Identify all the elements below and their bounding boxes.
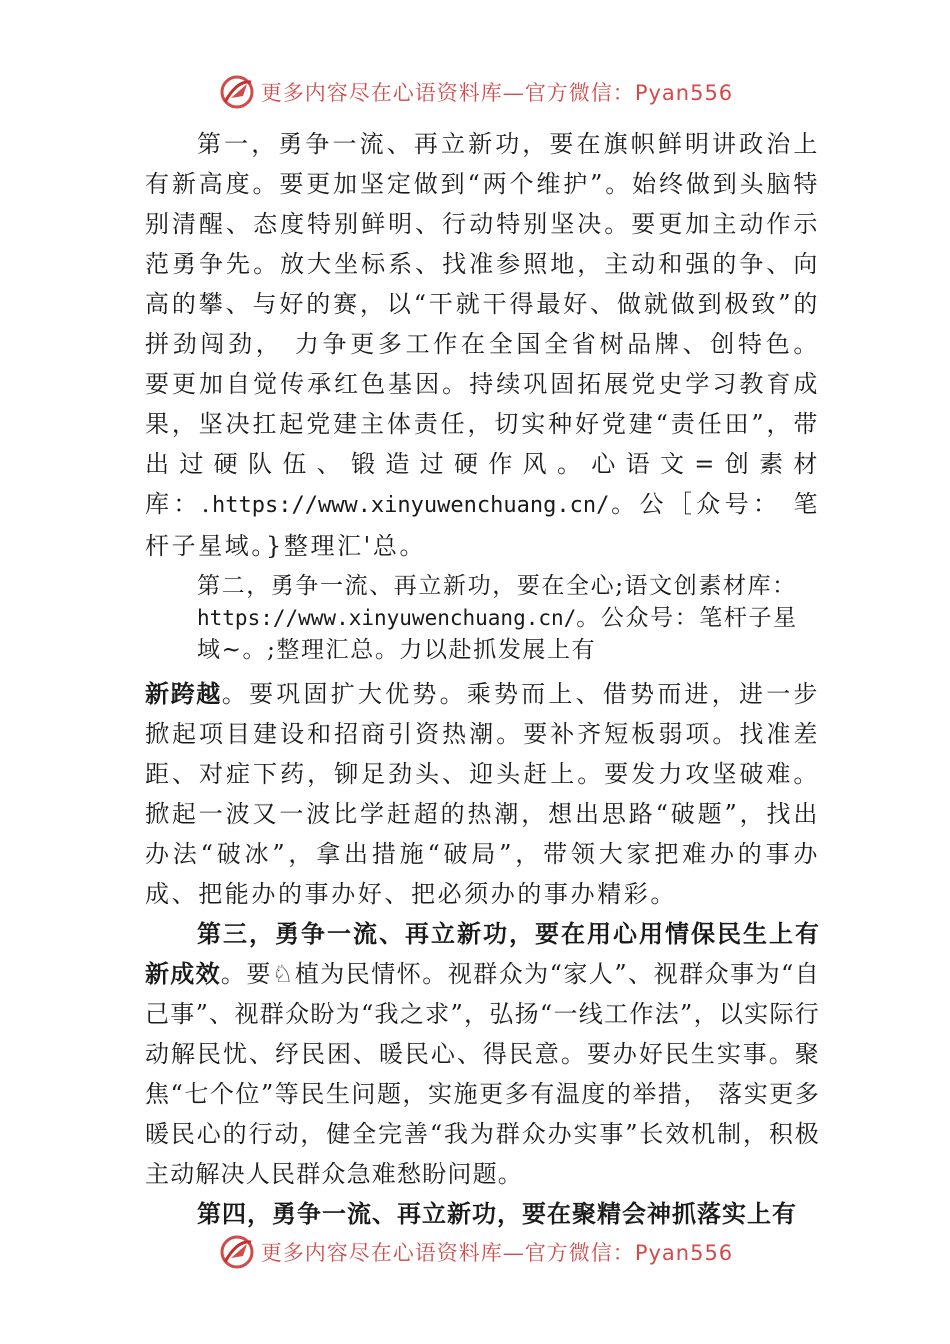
- header-banner: [0, 70, 950, 114]
- url-link: https://www.xinyuwenchuang.cn/: [211, 493, 610, 518]
- logo-icon: [217, 72, 257, 112]
- url-link: https://www.xinyuwenchuang.cn/: [197, 606, 577, 630]
- paragraph-second-inserted: 第二，勇争一流、再立新功，要在全心;语文创素材库： https://www.xinyuwenchuang.cn/。公众号：笔杆子星域~。;整理汇总。力以赴抓发展上有: [197, 573, 798, 663]
- paragraph-third: 第三，勇争一流、再立新功，要在用心用情保民生上有新成效。要♘植为民情怀。视群众为“家人”、视群众事为“自己事”、视群众盼为“我之求”，弘扬“一线工作法”，以实际行动解民忧、纾民困、暖民心、得民意。要办好民生实事。聚焦“七个位”等民生问题，实施更多有温度的举措， 落实更多暖民心的行动，健全完善“我为群众办实事”长效机制，积极主动解决人民群众急难愁盼问题。: [145, 920, 821, 1188]
- document-body: [145, 124, 820, 1234]
- paragraph-second-continued: 新跨越。要巩固扩大优势。乘势而上、借势而进，进一步掀起项目建设和招商引资热潮。要补齐短板弱项。找准差距、对症下药，铆足劲头、迎头赶上。要发力攻坚破难。掀起一波又一波比学赶超的热潮，想出思路“破题”，找出办法“破冰”，拿出措施“破局”，带领大家把难办的事办成、把能办的事办好、把必须办的事办精彩。: [145, 680, 821, 908]
- logo-icon: [217, 1232, 257, 1272]
- banner-text: 更多内容尽在心语资料库—官方微信：Pyan556: [260, 1241, 734, 1265]
- paragraph-first: 第一，勇争一流、再立新功，要在旗帜鲜明讲政治上有新高度。要更加坚定做到“两个维护”。始终做到头脑特别清醒、态度特别鲜明、行动特别坚决。要更加主动作示范勇争先。放大坐标系、找准参照地，主动和强的争、向高的攀、与好的赛，以“干就干得最好、做就做到极致”的拼劲闯劲， 力争更多工作在全国全省树品牌、创特色。要更加自觉传承红色基因。持续巩固拓展党史学习教育成果，坚决扛起党建主体责任，切实种好党建“责任田”，带出过硬队伍、锻造过硬作风。心语文=创素材库：.https://www.xinyuwenchuang.cn/。公［众号： 笔杆子星域。}整理汇'总。: [145, 130, 820, 560]
- banner-text: 更多内容尽在心语资料库—官方微信：Pyan556: [260, 81, 734, 105]
- paragraph-fourth: 第四，勇争一流、再立新功，要在聚精会神抓落实上有: [197, 1200, 797, 1228]
- footer-banner: [0, 1230, 950, 1274]
